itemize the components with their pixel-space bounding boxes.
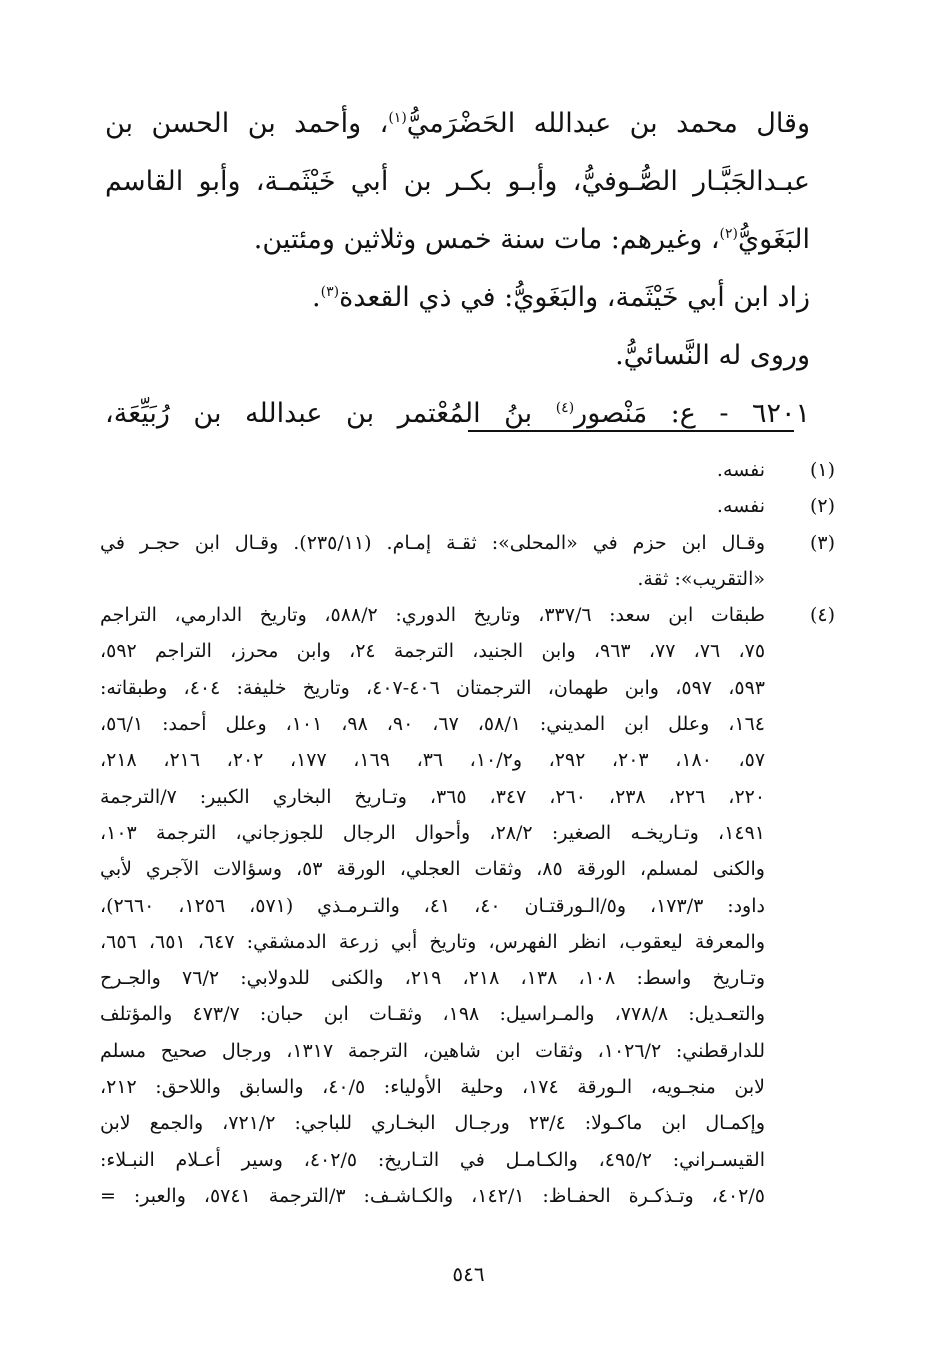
footnote-body (100, 452, 765, 488)
main-text-segment: ٦٢٠١ - ع: مَنْصور (574, 398, 810, 429)
footnote-body (100, 488, 765, 524)
footnote-line: القيسـراني: ٤٩٥/٢، والكـامـل في التـاريخ: ٤٠٢/٥، وسير أعـلام النبـلاء: (100, 1148, 765, 1171)
footnote (100, 597, 835, 1214)
footnote-line: ١٤٩١، وتـاريخـه الصغير: ٢٨/٢، وأحوال الرجال للجوزجاني، الترجمة ١٠٣، (100, 821, 765, 844)
footnote-line: داود: ١٧٣/٣، و٥/الـورقتـان ٤٠، ٤١، والتـرمـذي (٥٧١، ١٢٥٦، ٢٦٦٠)، (100, 894, 765, 917)
footnote-line: «التقريب»: ثقة. (637, 567, 765, 590)
main-text-segment: ، وغيرهم: مات سنة خمس وثلاثين ومئتين. (253, 224, 720, 255)
footnote (100, 452, 835, 488)
footnote-number: (٤) (809, 604, 835, 627)
footnote-number: (٢) (809, 495, 835, 518)
footnote-line: ٥٧، ١٨٠، ٢٠٣، ٢٩٢، و١٠/٢، ٣٦، ١٦٩، ١٧٧، ٢٠٢، ٢١٦، ٢١٨، (100, 749, 766, 772)
footnote-number: (٣) (809, 531, 835, 554)
footnote-marker: (٢) (719, 226, 739, 242)
main-line: وروى له النَّسائيُّ. (615, 340, 810, 371)
main-text-segment: زاد ابن أبي خَيْثَمة، والبَغَويُّ: في ذي القعدة (339, 282, 810, 313)
main-text-segment: . (312, 282, 321, 313)
footnotes (100, 452, 835, 1214)
main-text-segment: ، وأحمد بن الحسن بن (105, 108, 389, 139)
main-text-segment: البَغَويُّ (738, 224, 810, 255)
footnote-line: وإكمـال ابن ماكـولا: ٢٣/٤ ورجـال البخـاري للباجي: ٧٢١/٢، والجمع لابن (100, 1112, 765, 1135)
footnote-line: طبقات ابن سعد: ٣٣٧/٦، وتاريخ الدوري: ٥٨٨/٢، وتاريخ الدارمي، التراجم (100, 604, 765, 627)
footnote-line: وقـال ابن حزم في «المحلى»: ثقـة إمـام. (٢٣٥/١١). وقـال ابن حجـر في (100, 531, 765, 554)
footnote-marker: (١) (388, 110, 407, 126)
main-line (105, 269, 810, 327)
footnote-line: ٧٥، ٧٦، ٧٧، ٩٦٣، وابن الجنيد، الترجمة ٢٤، وابن محرز، التراجم ٥٩٢، (100, 640, 766, 663)
footnote-line: وتـاريخ واسط: ١٠٨، ١٣٨، ٢١٨، ٢١٩، والكنى للدولابي: ٧٦/٢ والجـرح (100, 967, 766, 990)
footnote-line: للدارقطني: ١٠٢٦/٢، وثقات ابن شاهين، الترجمة ١٣١٧، ورجال صحيح مسلم (100, 1039, 765, 1062)
main-text-segment: وقال محمد بن عبدالله الحَضْرَميُّ (406, 108, 810, 139)
footnote (100, 488, 835, 524)
footnote-line: ٥٩٣، ٥٩٧، وابن طهمان، الترجمتان ٤٠٦-٤٠٧، وتاريخ خليفة: ٤٠٤، وطبقاته: (100, 676, 766, 699)
footnote-separator (468, 430, 794, 432)
footnote-body (100, 597, 765, 1214)
footnote-line: ٤٠٢/٥، وتـذكـرة الحفـاظ: ١٤٢/١، والكـاشـف: ٣/الترجمة ٥٧٤١، والعبر: = (100, 1184, 765, 1207)
footnote-line: والمعرفة ليعقوب، انظر الفهرس، وتاريخ أبي زرعة الدمشقي: ٦٤٧، ٦٥١، ٦٥٦، (100, 930, 766, 953)
footnote-line: والتعـديل: ٧٧٨/٨، والمـراسيل: ١٩٨، وثقـات ابن حبان: ٤٧٣/٧ والمؤتلف (100, 1003, 765, 1026)
footnote-line: ١٦٤، وعلل ابن المديني: ٥٨/١، ٦٧، ٩٠، ٩٨، ١٠١، وعلل أحمد: ٥٦/١، (100, 713, 765, 736)
main-line (105, 211, 810, 269)
footnote-line: نفسه. (716, 495, 765, 518)
main-text-segment: بنُ المُعْتمر بن عبدالله بن رُبَيِّعَة، (105, 398, 533, 429)
footnote-number: (١) (809, 459, 835, 481)
page-number: ٥٤٦ (452, 1262, 485, 1286)
footnote-body (100, 525, 765, 598)
main-line (105, 95, 810, 153)
main-text (105, 95, 810, 443)
footnote-line: ٢٢٠، ٢٢٦، ٢٣٨، ٢٦٠، ٣٤٧، ٣٦٥، وتـاريخ البخاري الكبير: ٧/الترجمة (100, 785, 766, 808)
footnote-line: نفسه. (716, 459, 765, 481)
main-line: عبـدالجَبَّـار الصُّـوفيُّ، وأبـو بكـر بن أبي خَيْثَمـة، وأبو القاسم (105, 166, 810, 197)
footnote-marker: (٣) (320, 284, 340, 300)
footnote (100, 525, 835, 598)
entry-heading (105, 385, 810, 443)
footnote-line: والكنى لمسلم، الورقة ٨٥، وثقات العجلي، الورقة ٥٣، وسؤالات الآجري لأبي (100, 858, 765, 881)
footnote-line: لابن منجـويه، الـورقة ١٧٤، وحلية الأولياء: ٤٠/٥، والسابق واللاحق: ٢١٢، (100, 1076, 765, 1099)
footnote-marker: (٤) (555, 400, 575, 416)
